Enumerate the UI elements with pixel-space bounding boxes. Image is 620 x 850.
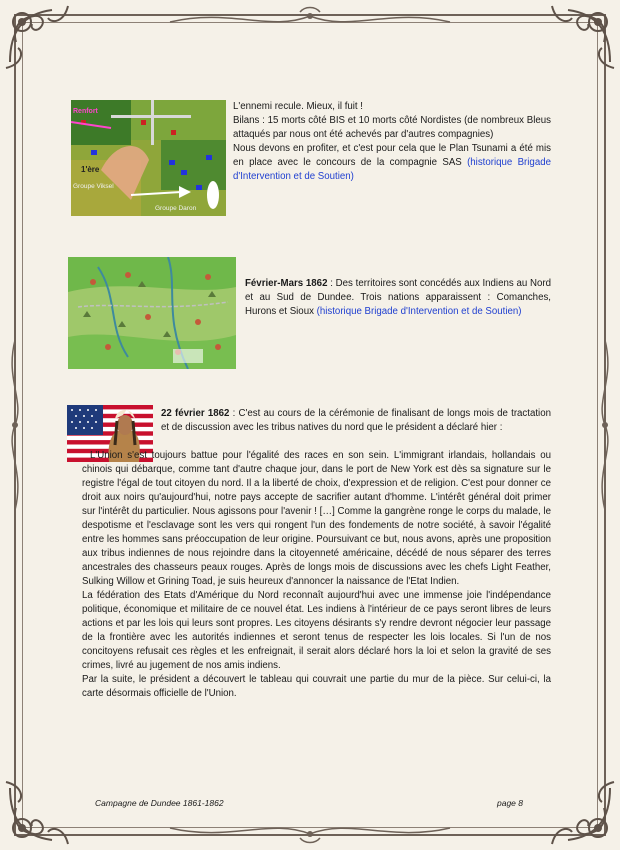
section-1-text	[233, 100, 551, 184]
footer-campaign-title: Campagne de Dundee 1861-1862	[95, 798, 224, 808]
battle-map-image	[71, 100, 226, 216]
map-label-mid: 1'ère	[81, 165, 100, 174]
section-1-history-link[interactable]: (historique Brigade d'Intervention et de Soutien)	[233, 157, 551, 182]
bottom-border-ornament	[150, 816, 470, 846]
speech-paragraph-1: L'Union s'est toujours battue pour l'égalité des races en son sein. L'immigrant irlandais, hollandais ou chinois qui débarque, comme tant d'autre chaque jour, dans le port de New York est dès sa signature sur le registre l'égal de tout citoyen du nord. Il a la liberté de choix, d'expression et de religion. C'est pour donner ce droit aux noirs qu'aujourd'hui, notre pays accepte de sacrifier autant d'homme. L'intérêt général doit primer sur l'intérêt du particulier. Nous agissons pour l'avenir ! […] Comme la gangrène ronge le corps du malade, le despotisme et l'esclavage sont les vers qui rongent l'un des fondements de notre société, à savoir l'égalité entre les hommes sans préoccupation de leur origine. Poursuivant ce but, nous avons, après une proposition aux tribus indiennes de nous rejoindre dans la citoyenneté américaine, décédé de nous séparer des terres ancestrales des chasseurs peaux rouges. Après de longs mois de discussions avec les chefs Light Feather, Sulking Willow et Grining Toad, je suis heureux d'annoncer la naissance de l'Etat Indien.	[82, 450, 551, 587]
section-2-text	[245, 277, 551, 319]
footer-page-number: page 8	[497, 798, 523, 808]
territory-map-image	[68, 257, 236, 369]
section-2-body: : Des territoires sont concédés aux Indiens au Nord et au Sud de Dundee. Trois nations apparaissent : Comanches, Hurons et Sioux	[245, 278, 551, 317]
corner-ornament-top-left	[2, 2, 72, 72]
map-label-left: Groupe Viksel	[73, 183, 114, 190]
speech-paragraph-2: La fédération des Etats d'Amérique du Nord reconnaît aujourd'hui avec une immense joie l'indépendance politique, économique et militaire de ce nouvel état. Les indiens à l'intérieur de ce pays seront libres de leurs actions et par les lois qui leurs sont propres. Les citoyens désirants s'y rendre devront négocier leur passage de la frontière avec les autorités indiennes et seront tenus de respecter les lois locales. Si l'un de nos concitoyens refusait ces règles et les enfreignait, il serait alors déclaré hors la loi et selon la gravité de ses crimes, livré au jugement de nos amis indiens.	[82, 590, 551, 671]
map-label-top: Renfort	[73, 108, 98, 115]
speech-paragraph-3: Par la suite, le président a découvert le tableau qui couvrait une partie du mur de la pièce. Sur celui-ci, la carte désormais officielle de l'Union.	[82, 674, 551, 699]
section-1-line-1: L'ennemi recule. Mieux, il fuit !	[233, 101, 363, 112]
section-3-intro	[161, 407, 551, 435]
top-border-ornament	[150, 4, 470, 34]
section-1-p3-text: Nous devons en profiter, et c'est pour cela que le Plan Tsunami a été mis en place avec le concours de la compagnie SAS	[233, 143, 551, 168]
left-border-ornament	[3, 330, 27, 520]
section-1-line-3	[233, 142, 551, 184]
section-2-date: Février-Mars 1862	[245, 278, 328, 289]
corner-ornament-bottom-right	[548, 778, 618, 848]
section-3-intro-text: : C'est au cours de la cérémonie de finalisant de longs mois de tractation et de discussion avec les tribus natives du nord que le président a déclaré hier :	[161, 408, 551, 433]
right-border-ornament	[593, 330, 617, 520]
corner-ornament-top-right	[548, 2, 618, 72]
corner-ornament-bottom-left	[2, 778, 72, 848]
section-3-date: 22 février 1862	[161, 408, 230, 419]
section-1-line-2: Bilans : 15 morts côté BIS et 10 morts côté Nordistes (de nombreux Bleus attaqués par nous ont été achevés par d'autres compagnies)	[233, 115, 551, 140]
section-3-speech	[82, 449, 551, 701]
section-2-history-link[interactable]: (historique Brigade d'Intervention et de Soutien)	[316, 306, 522, 317]
map-label-bottom: Groupe Daron	[155, 205, 197, 212]
